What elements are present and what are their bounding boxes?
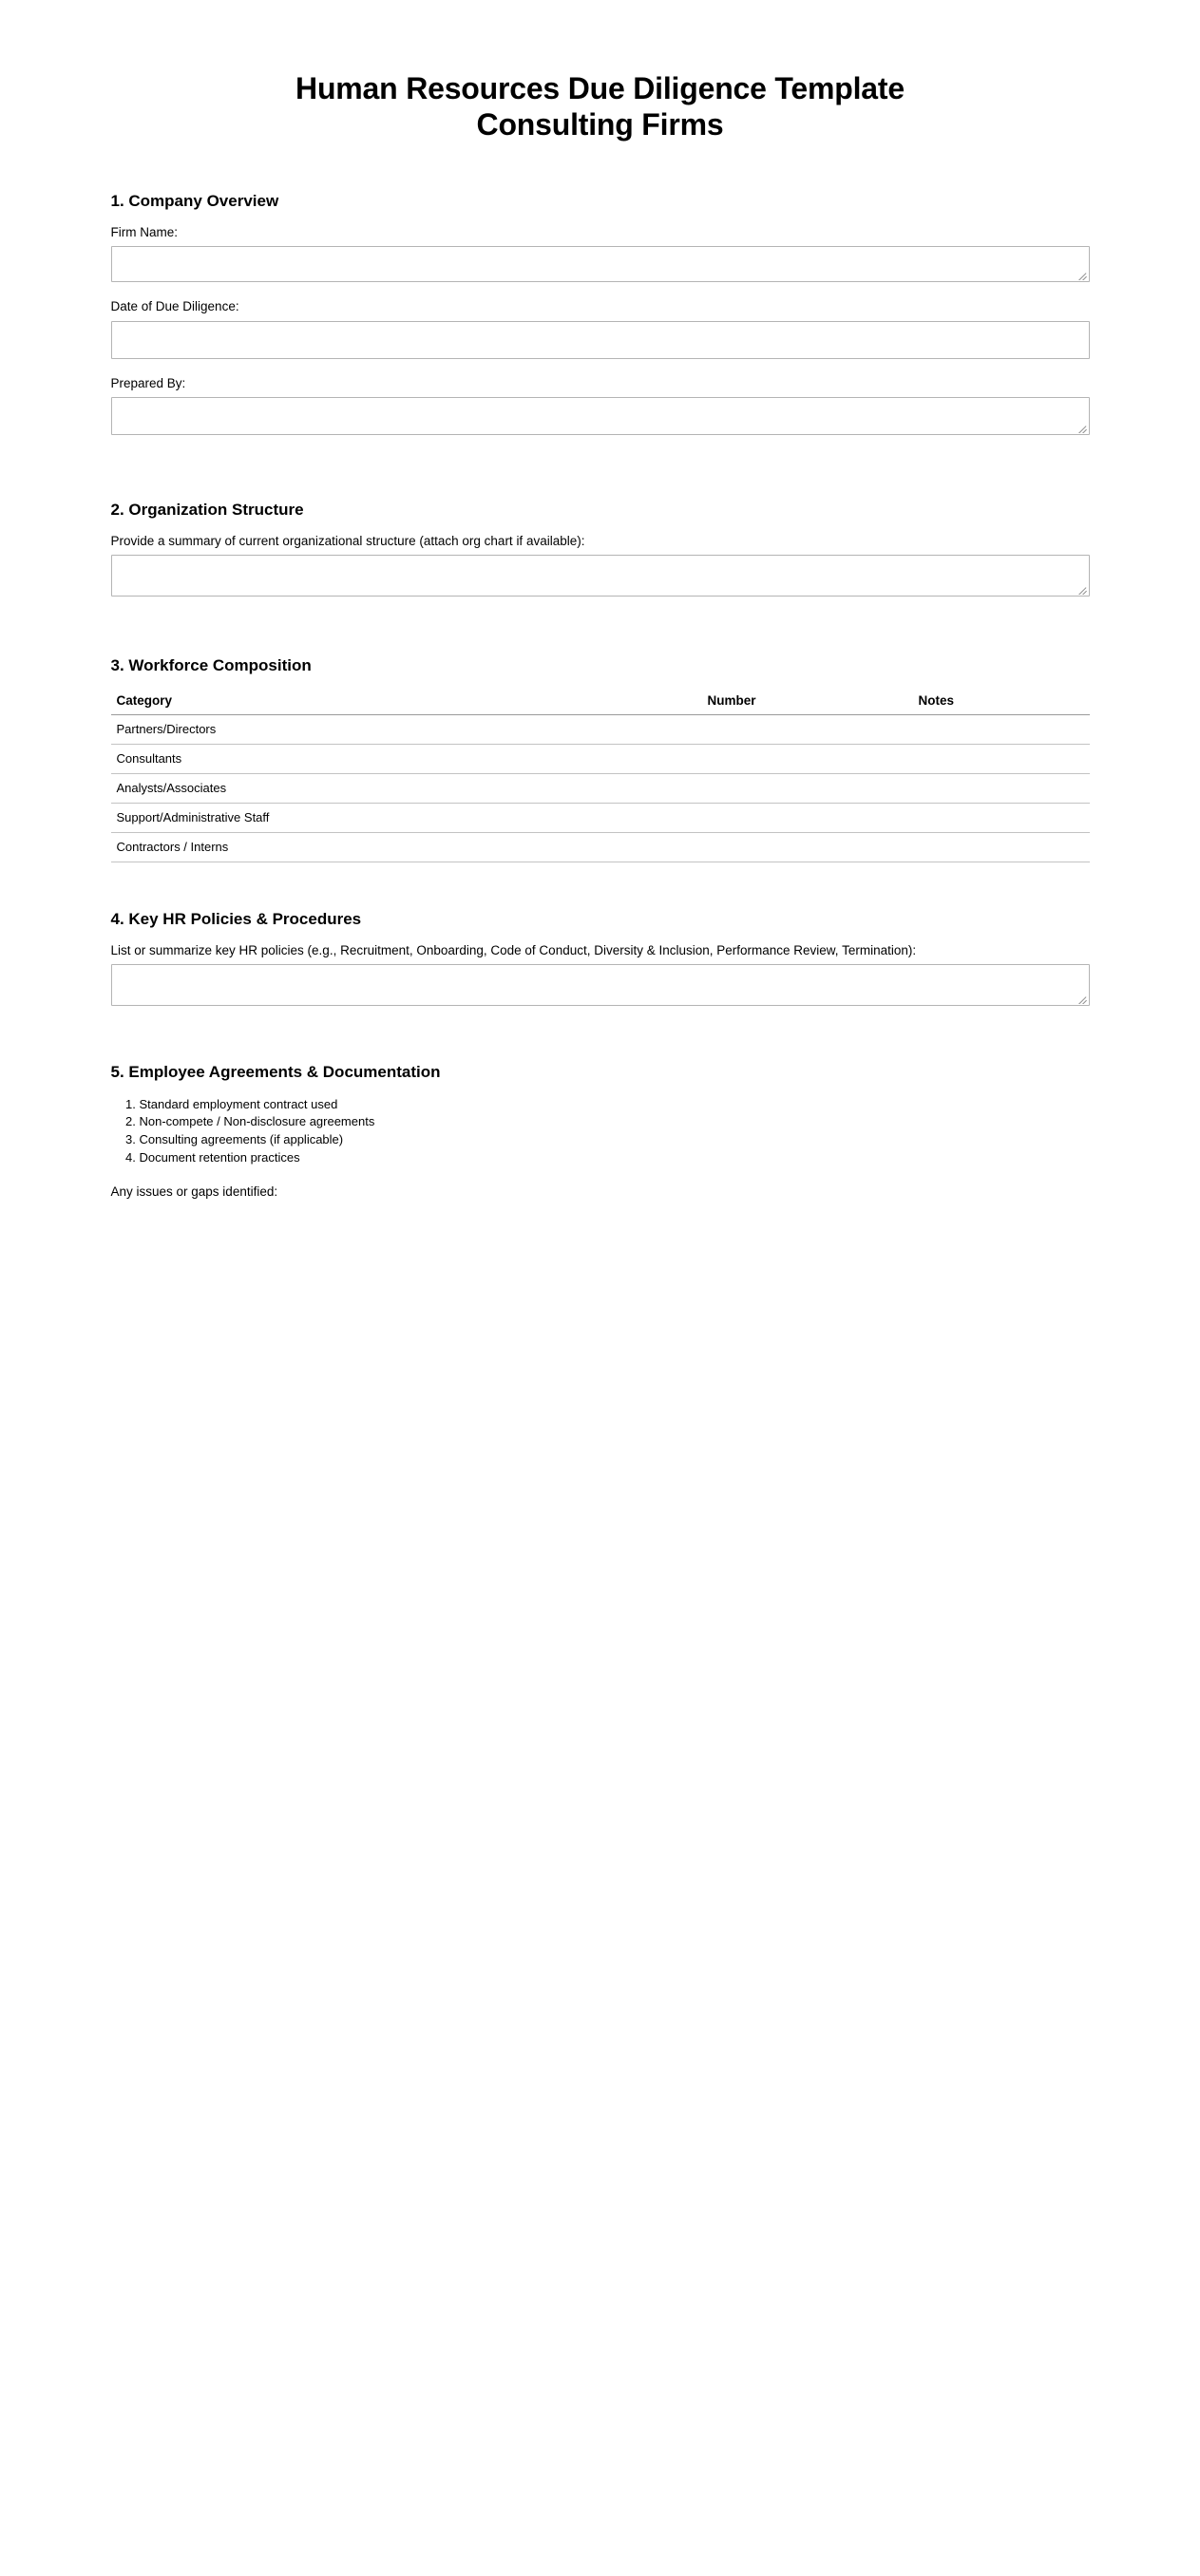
cell-number[interactable]: [702, 832, 913, 862]
firm-name-label: Firm Name:: [110, 225, 178, 240]
resize-grip-icon[interactable]: [1077, 994, 1088, 1004]
column-header-number: Number: [702, 690, 913, 715]
cell-category: Analysts/Associates: [111, 773, 702, 803]
firm-name-input[interactable]: [111, 246, 1090, 282]
table-row: [111, 744, 1090, 773]
cell-category: Partners/Directors: [111, 714, 702, 744]
resize-grip-icon[interactable]: [1077, 584, 1088, 595]
cell-number[interactable]: [702, 714, 913, 744]
page-title-line-2: Consulting Firms: [476, 107, 724, 142]
cell-notes[interactable]: [913, 744, 1090, 773]
section-hr-policies: [111, 910, 1090, 1007]
cell-category: Consultants: [111, 744, 702, 773]
cell-category: Support/Administrative Staff: [111, 803, 702, 832]
section-company-overview: [111, 192, 1090, 435]
document-body: [111, 0, 1090, 1201]
prepared-by-label: Prepared By:: [110, 375, 186, 390]
column-header-category: Category: [111, 690, 702, 715]
resize-grip-icon[interactable]: [1077, 270, 1088, 280]
table-row: [111, 803, 1090, 832]
list-item: 2. Non-compete / Non-disclosure agreements: [140, 1113, 1090, 1131]
cell-notes[interactable]: [913, 714, 1090, 744]
table-row: [111, 714, 1090, 744]
employee-agreements-list: [111, 1096, 1090, 1166]
list-item: 1. Standard employment contract used: [140, 1096, 1090, 1114]
table-header-row: [111, 690, 1090, 715]
page-title: [111, 70, 1090, 143]
section-heading-organization-structure: 2. Organization Structure: [110, 500, 304, 519]
section-employee-agreements: [111, 1063, 1090, 1201]
cell-notes[interactable]: [913, 832, 1090, 862]
list-item: 3. Consulting agreements (if applicable): [140, 1131, 1090, 1149]
hr-policies-input[interactable]: [111, 964, 1090, 1006]
cell-notes[interactable]: [913, 803, 1090, 832]
section-heading-employee-agreements: 5. Employee Agreements & Documentation: [110, 1063, 441, 1082]
section-organization-structure: [111, 501, 1090, 597]
list-item: 4. Document retention practices: [140, 1149, 1090, 1167]
workforce-composition-table: [111, 690, 1090, 862]
date-of-due-diligence-input[interactable]: [111, 321, 1090, 359]
cell-category: Contractors / Interns: [111, 832, 702, 862]
cell-number[interactable]: [702, 744, 913, 773]
resize-grip-icon[interactable]: [1077, 423, 1088, 433]
section-heading-hr-policies: 4. Key HR Policies & Procedures: [110, 909, 362, 928]
cell-notes[interactable]: [913, 773, 1090, 803]
section-workforce-composition: [111, 656, 1090, 862]
table-row: [111, 832, 1090, 862]
organization-structure-prompt: Provide a summary of current organizational structure (attach org chart if available):: [110, 534, 585, 549]
table-row: [111, 773, 1090, 803]
date-of-due-diligence-label: Date of Due Diligence:: [110, 299, 239, 314]
cell-number[interactable]: [702, 803, 913, 832]
page-title-line-1: Human Resources Due Diligence Template: [295, 71, 905, 105]
prepared-by-input[interactable]: [111, 397, 1090, 435]
section-heading-company-overview: 1. Company Overview: [110, 191, 279, 210]
section-heading-workforce-composition: 3. Workforce Composition: [110, 656, 312, 675]
column-header-notes: Notes: [913, 690, 1090, 715]
hr-policies-prompt: List or summarize key HR policies (e.g., Recruitment, Onboarding, Code of Conduct, Diversity & Inclusion, Performance Review, Termination):: [110, 943, 917, 958]
cell-number[interactable]: [702, 773, 913, 803]
issues-or-gaps-label: Any issues or gaps identified:: [110, 1184, 278, 1200]
organization-structure-input[interactable]: [111, 555, 1090, 597]
